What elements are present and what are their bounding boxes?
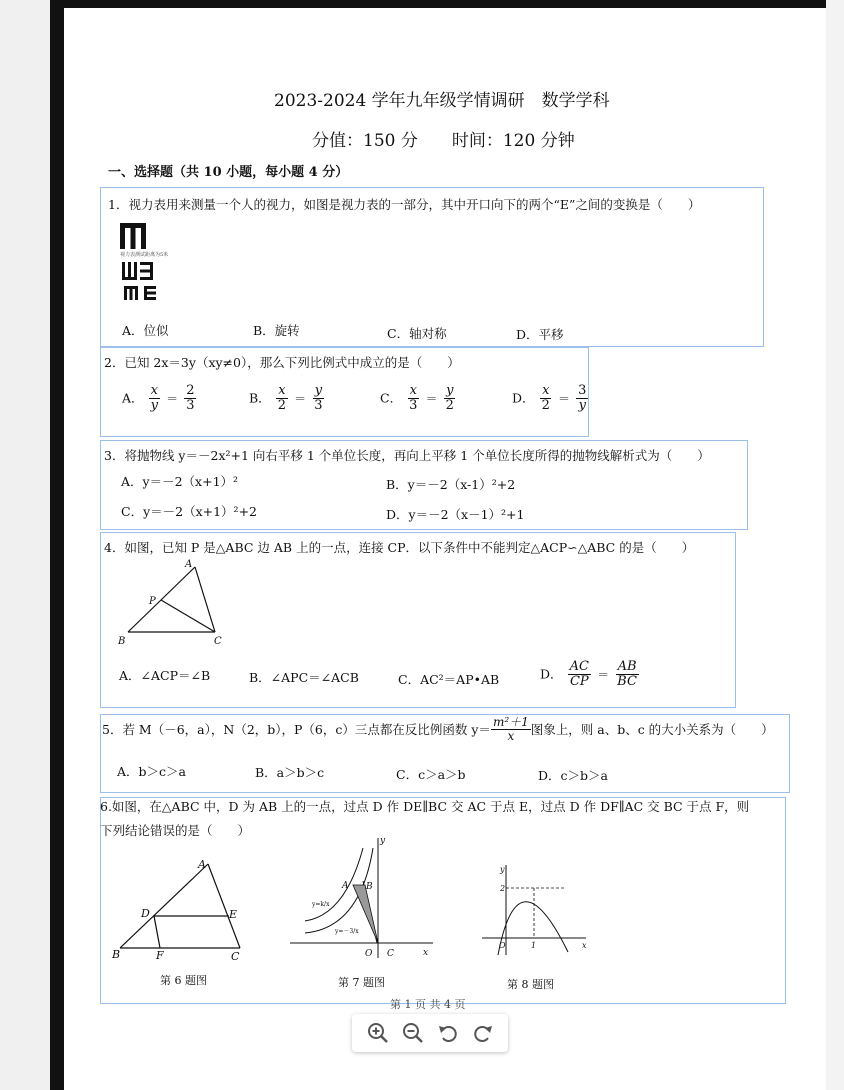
- fraction-numerator: 3: [578, 383, 587, 398]
- fraction-numerator: x: [150, 383, 158, 398]
- fraction: [615, 660, 639, 688]
- fraction-numerator: x: [542, 383, 550, 398]
- fraction-denominator: BC: [617, 673, 637, 689]
- point-p-label: P: [149, 596, 156, 607]
- rotate-right-icon: [472, 1022, 494, 1044]
- point-a-label: A: [185, 559, 193, 570]
- question-4-option-d: [540, 660, 639, 688]
- fig8-o-label: O: [499, 941, 506, 950]
- fig7-b-label: B: [366, 882, 373, 892]
- question-4-option-a: A．∠ACP＝∠B: [119, 668, 211, 683]
- question-1-option-a: A．位似: [122, 323, 169, 338]
- page-subtitle: 分值：150 分 时间：120 分钟: [312, 131, 575, 151]
- figure-7-caption: 第 7 题图: [338, 976, 385, 989]
- question-4-stem: 4．如图，已知 P 是△ABC 边 AB 上的一点，连接 CP．以下条件中不能判定△ACP∽△ABC 的是（ ）: [104, 540, 695, 555]
- fraction: [407, 384, 419, 412]
- fraction-denominator: 3: [314, 397, 323, 413]
- section-heading: 一、选择题（共 10 小题，每小题 4 分）: [108, 165, 349, 180]
- fraction: [312, 384, 324, 412]
- option-b-label: B．: [249, 390, 271, 406]
- fraction-denominator: 3: [409, 397, 418, 413]
- fraction: [444, 384, 456, 412]
- question-5-stem: [102, 716, 774, 742]
- equals-sign: ＝: [166, 391, 179, 406]
- fraction: [568, 660, 591, 688]
- fig6-f-label: F: [156, 949, 164, 962]
- question-1-option-b: B．旋转: [253, 323, 300, 338]
- fig8-two-label: 2: [500, 884, 506, 893]
- question-3-option-b: B．y＝－2（x-1）²+2: [386, 477, 516, 492]
- figure-8-caption: 第 8 题图: [507, 978, 554, 991]
- figure-8: [478, 860, 593, 960]
- fig7-x-label: x: [423, 948, 429, 958]
- fraction-denominator: 2: [541, 397, 550, 413]
- page-footer: 第 1 页 共 4 页: [390, 998, 466, 1011]
- question-5-option-a: A．b＞c＞a: [117, 764, 186, 779]
- question-3-option-a: A．y＝－2（x+1）²: [121, 474, 239, 489]
- equals-sign: ＝: [558, 391, 571, 406]
- page-edge-top: [52, 0, 830, 8]
- fraction-numerator: AB: [617, 659, 637, 674]
- figure-6-caption: 第 6 题图: [160, 974, 207, 987]
- fraction-denominator: 3: [186, 397, 195, 413]
- page-edge-left: [50, 0, 64, 1090]
- option-d-label: D．: [512, 390, 535, 406]
- fig6-d-label: D: [141, 907, 150, 920]
- question-3-option-d: D．y＝－2（x－1）²+1: [386, 507, 525, 522]
- fraction-numerator: y: [314, 383, 323, 398]
- question-5-option-d: D．c＞b＞a: [538, 768, 608, 783]
- figure-7: [285, 833, 435, 963]
- fig7-neg-curve-label: y=－3/x: [335, 928, 359, 935]
- fig7-a-label: A: [342, 881, 349, 891]
- equals-sign: ＝: [294, 391, 307, 406]
- viewer-toolbar: [352, 1014, 508, 1052]
- question-5-stem-b: 图象上，则 a、b、c 的大小关系为（ ）: [530, 722, 774, 738]
- equals-sign: ＝: [425, 391, 438, 406]
- zoom-in-icon: [367, 1022, 389, 1044]
- option-a-label: A．: [122, 390, 144, 406]
- question-5-option-b: B．a＞b＞c: [255, 765, 325, 780]
- question-5-stem-a: 5．若 M（－6，a），N（2，b），P（6，c）三点都在反比例函数 y＝: [102, 722, 491, 738]
- page-title: 2023-2024 学年九年级学情调研 数学学科: [274, 91, 610, 111]
- rotate-left-button[interactable]: [434, 1019, 462, 1047]
- fraction-denominator: x: [507, 728, 515, 743]
- fraction-numerator: AC: [569, 659, 589, 674]
- fig8-y-label: y: [500, 865, 505, 874]
- fig7-o-label: O: [365, 949, 373, 959]
- question-1-stem: 1．视力表用来测量一个人的视力，如图是视力表的一部分，其中开口向下的两个“E”之间的变换是（ ）: [108, 197, 701, 212]
- fraction: [491, 716, 531, 742]
- fraction: [184, 384, 196, 412]
- fig6-b-label: B: [112, 948, 121, 961]
- rotate-left-icon: [437, 1022, 459, 1044]
- point-b-label: B: [118, 636, 126, 647]
- triangle-abc-figure: [115, 555, 230, 650]
- question-2-stem: 2．已知 2x＝3y（xy≠0），那么下列比例式中成立的是（ ）: [104, 355, 460, 370]
- fraction-numerator: x: [278, 383, 286, 398]
- fraction-denominator: 2: [445, 397, 454, 413]
- eye-chart-figure: [120, 218, 170, 306]
- question-3-stem: 3．将抛物线 y＝－2x²+1 向右平移 1 个单位长度，再向上平移 1 个单位长度所得的抛物线解析式为（ ）: [104, 448, 710, 463]
- fig7-c-label: C: [387, 949, 394, 959]
- question-3-option-c: C．y＝－2（x+1）²+2: [121, 504, 257, 519]
- question-4-option-b: B．∠APC＝∠ACB: [249, 670, 359, 685]
- eye-chart-caption: 视力表测试距离为5米: [120, 252, 169, 258]
- fraction: [276, 384, 288, 412]
- fraction-numerator: y: [446, 383, 454, 398]
- fraction-numerator: x: [409, 383, 417, 398]
- question-5-option-c: C．c＞a＞b: [396, 767, 466, 782]
- question-2-option-b: [249, 384, 325, 412]
- question-2-option-c: [380, 384, 456, 412]
- fig6-c-label: C: [231, 950, 240, 963]
- fig6-a-label: A: [198, 858, 206, 871]
- fraction-numerator: 2: [186, 383, 195, 398]
- rotate-right-button[interactable]: [469, 1019, 497, 1047]
- fraction-denominator: y: [578, 397, 586, 413]
- fraction-numerator: m²＋1: [492, 715, 529, 729]
- viewer-background-right: [826, 0, 844, 1090]
- option-c-label: C．: [380, 390, 403, 406]
- question-6-stem-line2: 下列结论错误的是（ ）: [100, 823, 251, 838]
- fig8-x-label: x: [582, 941, 587, 950]
- question-4-option-c: C．AC²＝AP•AB: [398, 672, 500, 687]
- zoom-in-button[interactable]: [364, 1019, 392, 1047]
- fraction: [149, 384, 160, 412]
- option-d-label: D．: [540, 666, 563, 682]
- fraction-denominator: CP: [569, 673, 589, 689]
- zoom-out-icon: [402, 1022, 424, 1044]
- equals-sign: ＝: [597, 667, 610, 682]
- question-2-option-d: [512, 384, 588, 412]
- question-1-option-d: D．平移: [516, 327, 564, 342]
- question-2-option-a: [122, 384, 196, 412]
- fraction-denominator: 2: [277, 397, 287, 413]
- fig7-y-label: y: [380, 836, 386, 846]
- fig7-k-curve-label: y=k/x: [312, 901, 330, 908]
- zoom-out-button[interactable]: [399, 1019, 427, 1047]
- fig8-one-label: 1: [531, 941, 537, 950]
- figure-6: [110, 856, 255, 964]
- question-6-stem-line1: 6.如图，在△ABC 中，D 为 AB 上的一点，过点 D 作 DE∥BC 交 AC 于点 E，过点 D 作 DF∥AC 交 BC 于点 F，则: [100, 799, 750, 814]
- question-1-option-c: C．轴对称: [387, 326, 447, 341]
- fraction-denominator: y: [150, 397, 158, 413]
- fraction: [576, 384, 588, 412]
- point-c-label: C: [214, 636, 222, 647]
- fig6-e-label: E: [229, 908, 238, 921]
- fraction: [540, 384, 552, 412]
